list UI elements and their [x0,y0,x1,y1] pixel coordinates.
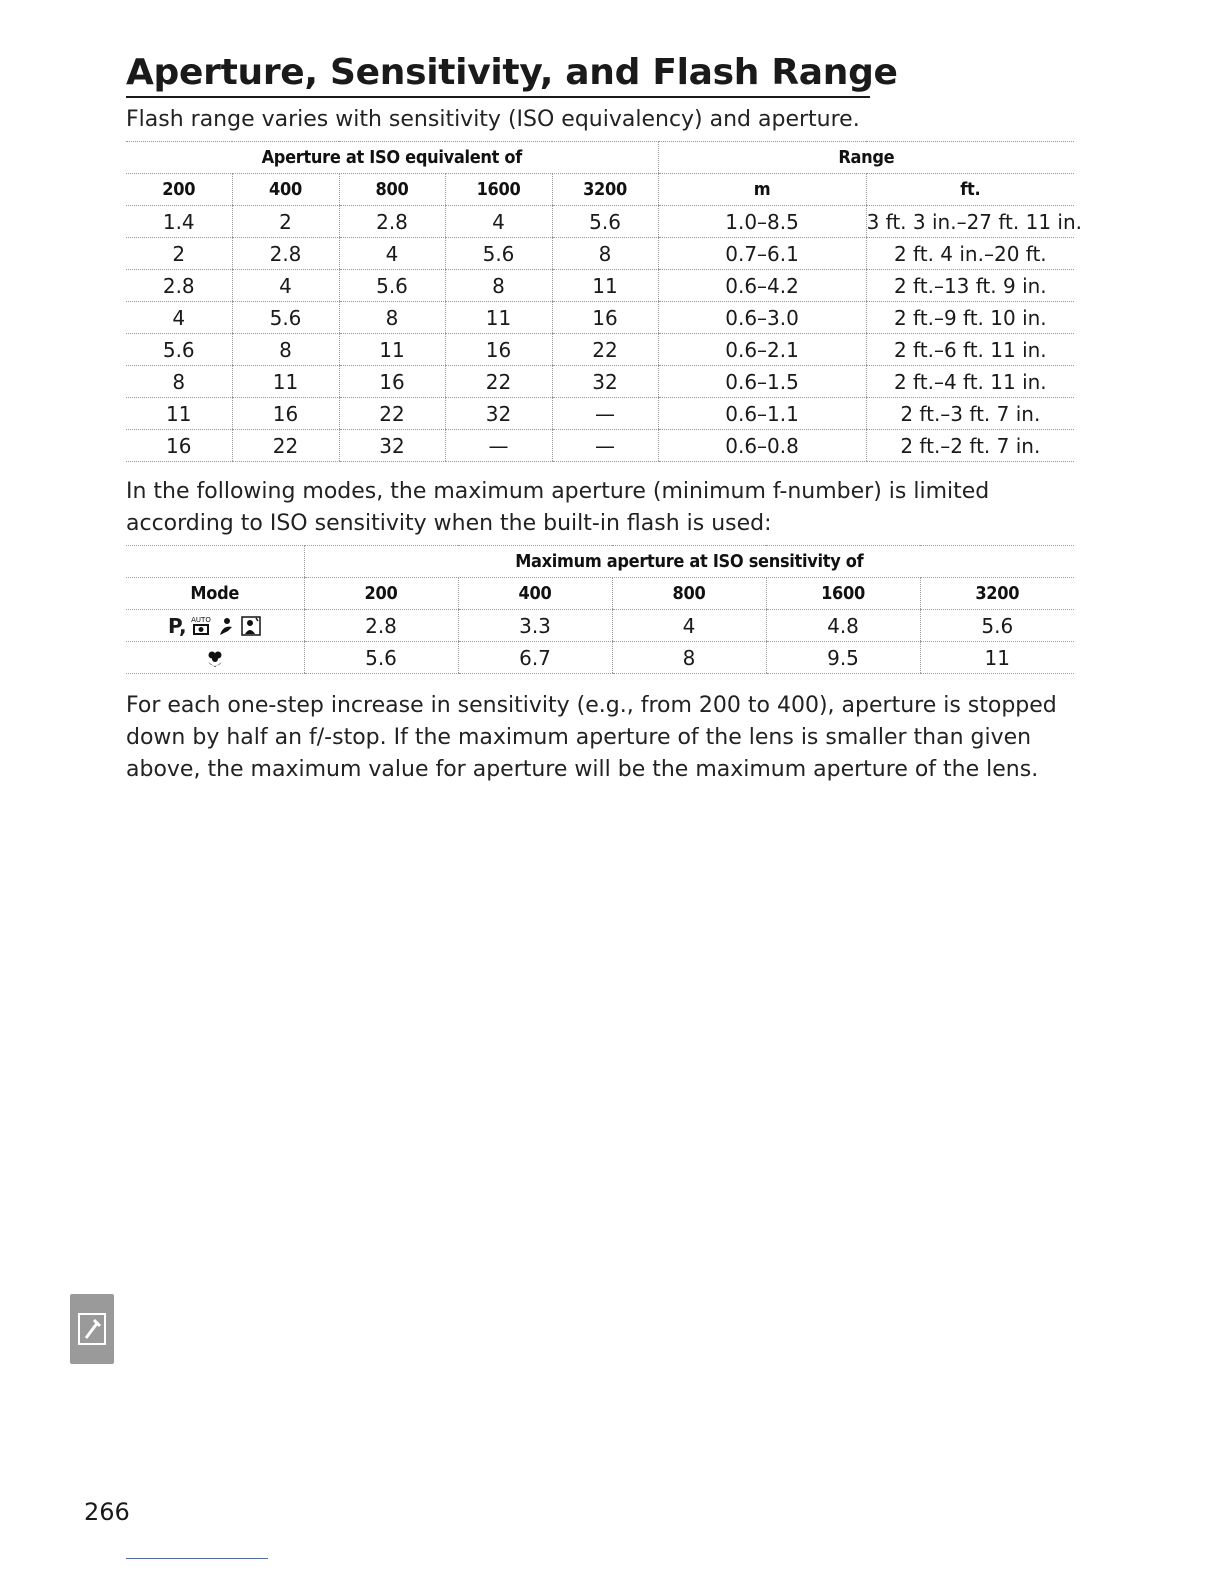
table-cell: 16 [339,366,445,398]
table-cell: 0.6–0.8 [658,430,866,462]
table-cell: 32 [552,366,658,398]
page-number: 266 [84,1498,130,1526]
aperture-group-header: Aperture at ISO equivalent of [126,142,658,174]
table1-col-header: 200 [126,174,232,206]
table-cell: 2 ft.–2 ft. 7 in. [866,430,1074,462]
technical-notes-icon [70,1294,114,1364]
table-cell: 0.6–1.1 [658,398,866,430]
table2-col-header: 1600 [766,578,920,610]
table-cell: 2 [126,238,232,270]
table-cell: 22 [232,430,339,462]
svg-text:AUTO: AUTO [190,616,211,625]
page-title: Aperture, Sensitivity, and Flash Range [126,50,870,98]
mode-label: P, [167,614,187,639]
table-cell: 16 [445,334,552,366]
table1-col-header: 3200 [552,174,658,206]
table-cell: 2 ft.–9 ft. 10 in. [866,302,1074,334]
child-icon [240,615,262,637]
table-cell: 4 [339,238,445,270]
table-cell: 32 [445,398,552,430]
table-cell: 4 [445,206,552,238]
table-cell: 0.6–4.2 [658,270,866,302]
max-aperture-group-header: Maximum aperture at ISO sensitivity of [304,546,1074,578]
table-row [126,270,1074,302]
footer-rule [126,1558,268,1559]
table-cell: 3.3 [458,610,612,642]
table1-col-header: m [658,174,866,206]
auto-mode-icon [190,615,212,637]
table-cell: 2 ft.–4 ft. 11 in. [866,366,1074,398]
table1-col-header: ft. [866,174,1074,206]
table-cell: 1.4 [126,206,232,238]
close-up-icon [204,648,226,670]
mode-cell [126,642,304,674]
table2-col-header: 400 [458,578,612,610]
table1-col-header: 1600 [445,174,552,206]
table-cell: 5.6 [552,206,658,238]
table-cell: 4 [232,270,339,302]
table-row [126,366,1074,398]
table-cell: 11 [339,334,445,366]
table-cell: 8 [339,302,445,334]
table-cell: 2.8 [126,270,232,302]
table-row [126,238,1074,270]
table-cell: 16 [126,430,232,462]
modes-text: In the following modes, the maximum aperture (minimum f-number) is limited according to ISO sensitivity when the built-in flash is used: [126,479,990,536]
table-cell: 8 [552,238,658,270]
portrait-icon [215,615,237,637]
table-cell: 5.6 [339,270,445,302]
table2-col-header: 3200 [920,578,1074,610]
table-cell: 9.5 [766,642,920,674]
table-row [126,610,1074,642]
table-cell: 5.6 [304,642,458,674]
table-cell: — [552,398,658,430]
table-cell: 2 ft.–6 ft. 11 in. [866,334,1074,366]
table-cell: 4 [612,610,766,642]
table-cell: 0.7–6.1 [658,238,866,270]
table2-col-header: 200 [304,578,458,610]
max-aperture-table [126,545,1074,674]
table-cell: 4.8 [766,610,920,642]
table-cell: 8 [126,366,232,398]
table-cell: 0.6–3.0 [658,302,866,334]
table-row [126,398,1074,430]
table-cell: 2.8 [232,238,339,270]
table-cell: 32 [339,430,445,462]
table-cell: 16 [552,302,658,334]
table-cell: 2.8 [339,206,445,238]
table-cell: — [445,430,552,462]
table-cell: — [552,430,658,462]
range-group-header: Range [658,142,1074,174]
table-row [126,302,1074,334]
table-cell: 3 ft. 3 in.–27 ft. 11 in. [866,206,1074,238]
table-cell: 0.6–1.5 [658,366,866,398]
table-cell: 2 [232,206,339,238]
table-cell: 11 [920,642,1074,674]
table-cell: 5.6 [126,334,232,366]
table-cell: 8 [445,270,552,302]
table-cell: 2.8 [304,610,458,642]
table-cell: 4 [126,302,232,334]
technical-notes-tab [70,1294,114,1364]
mode-cell [126,610,304,642]
table-cell: 22 [339,398,445,430]
table-cell: 6.7 [458,642,612,674]
table-cell: 11 [126,398,232,430]
table-cell: 8 [612,642,766,674]
table-cell: 1.0–8.5 [658,206,866,238]
table-row [126,642,1074,674]
table-cell: 5.6 [445,238,552,270]
table-cell: 8 [232,334,339,366]
table-cell: 11 [445,302,552,334]
table-cell: 5.6 [920,610,1074,642]
mode-column-header: Mode [126,578,304,610]
table1-col-header: 400 [232,174,339,206]
table-cell: 11 [552,270,658,302]
table-cell: 16 [232,398,339,430]
table-cell: 11 [232,366,339,398]
table-cell: 22 [445,366,552,398]
mode-header-spacer [126,546,304,578]
table-cell: 2 ft. 4 in.–20 ft. [866,238,1074,270]
table-cell: 2 ft.–13 ft. 9 in. [866,270,1074,302]
table-row [126,206,1074,238]
table1-col-header: 800 [339,174,445,206]
intro-text: Flash range varies with sensitivity (ISO equivalency) and aperture. [126,107,860,132]
table2-col-header: 800 [612,578,766,610]
note-text: For each one-step increase in sensitivity (e.g., from 200 to 400), aperture is stopped down by half an f/-stop. If the maximum aperture of the lens is smaller than given above, the maximum value for aperture will be the maximum aperture of the lens. [126,693,1057,782]
table-cell: 0.6–2.1 [658,334,866,366]
table-row [126,430,1074,462]
table-cell: 22 [552,334,658,366]
flash-range-table [126,141,1083,462]
table-cell: 2 ft.–3 ft. 7 in. [866,398,1074,430]
table-row [126,334,1074,366]
table-cell: 5.6 [232,302,339,334]
